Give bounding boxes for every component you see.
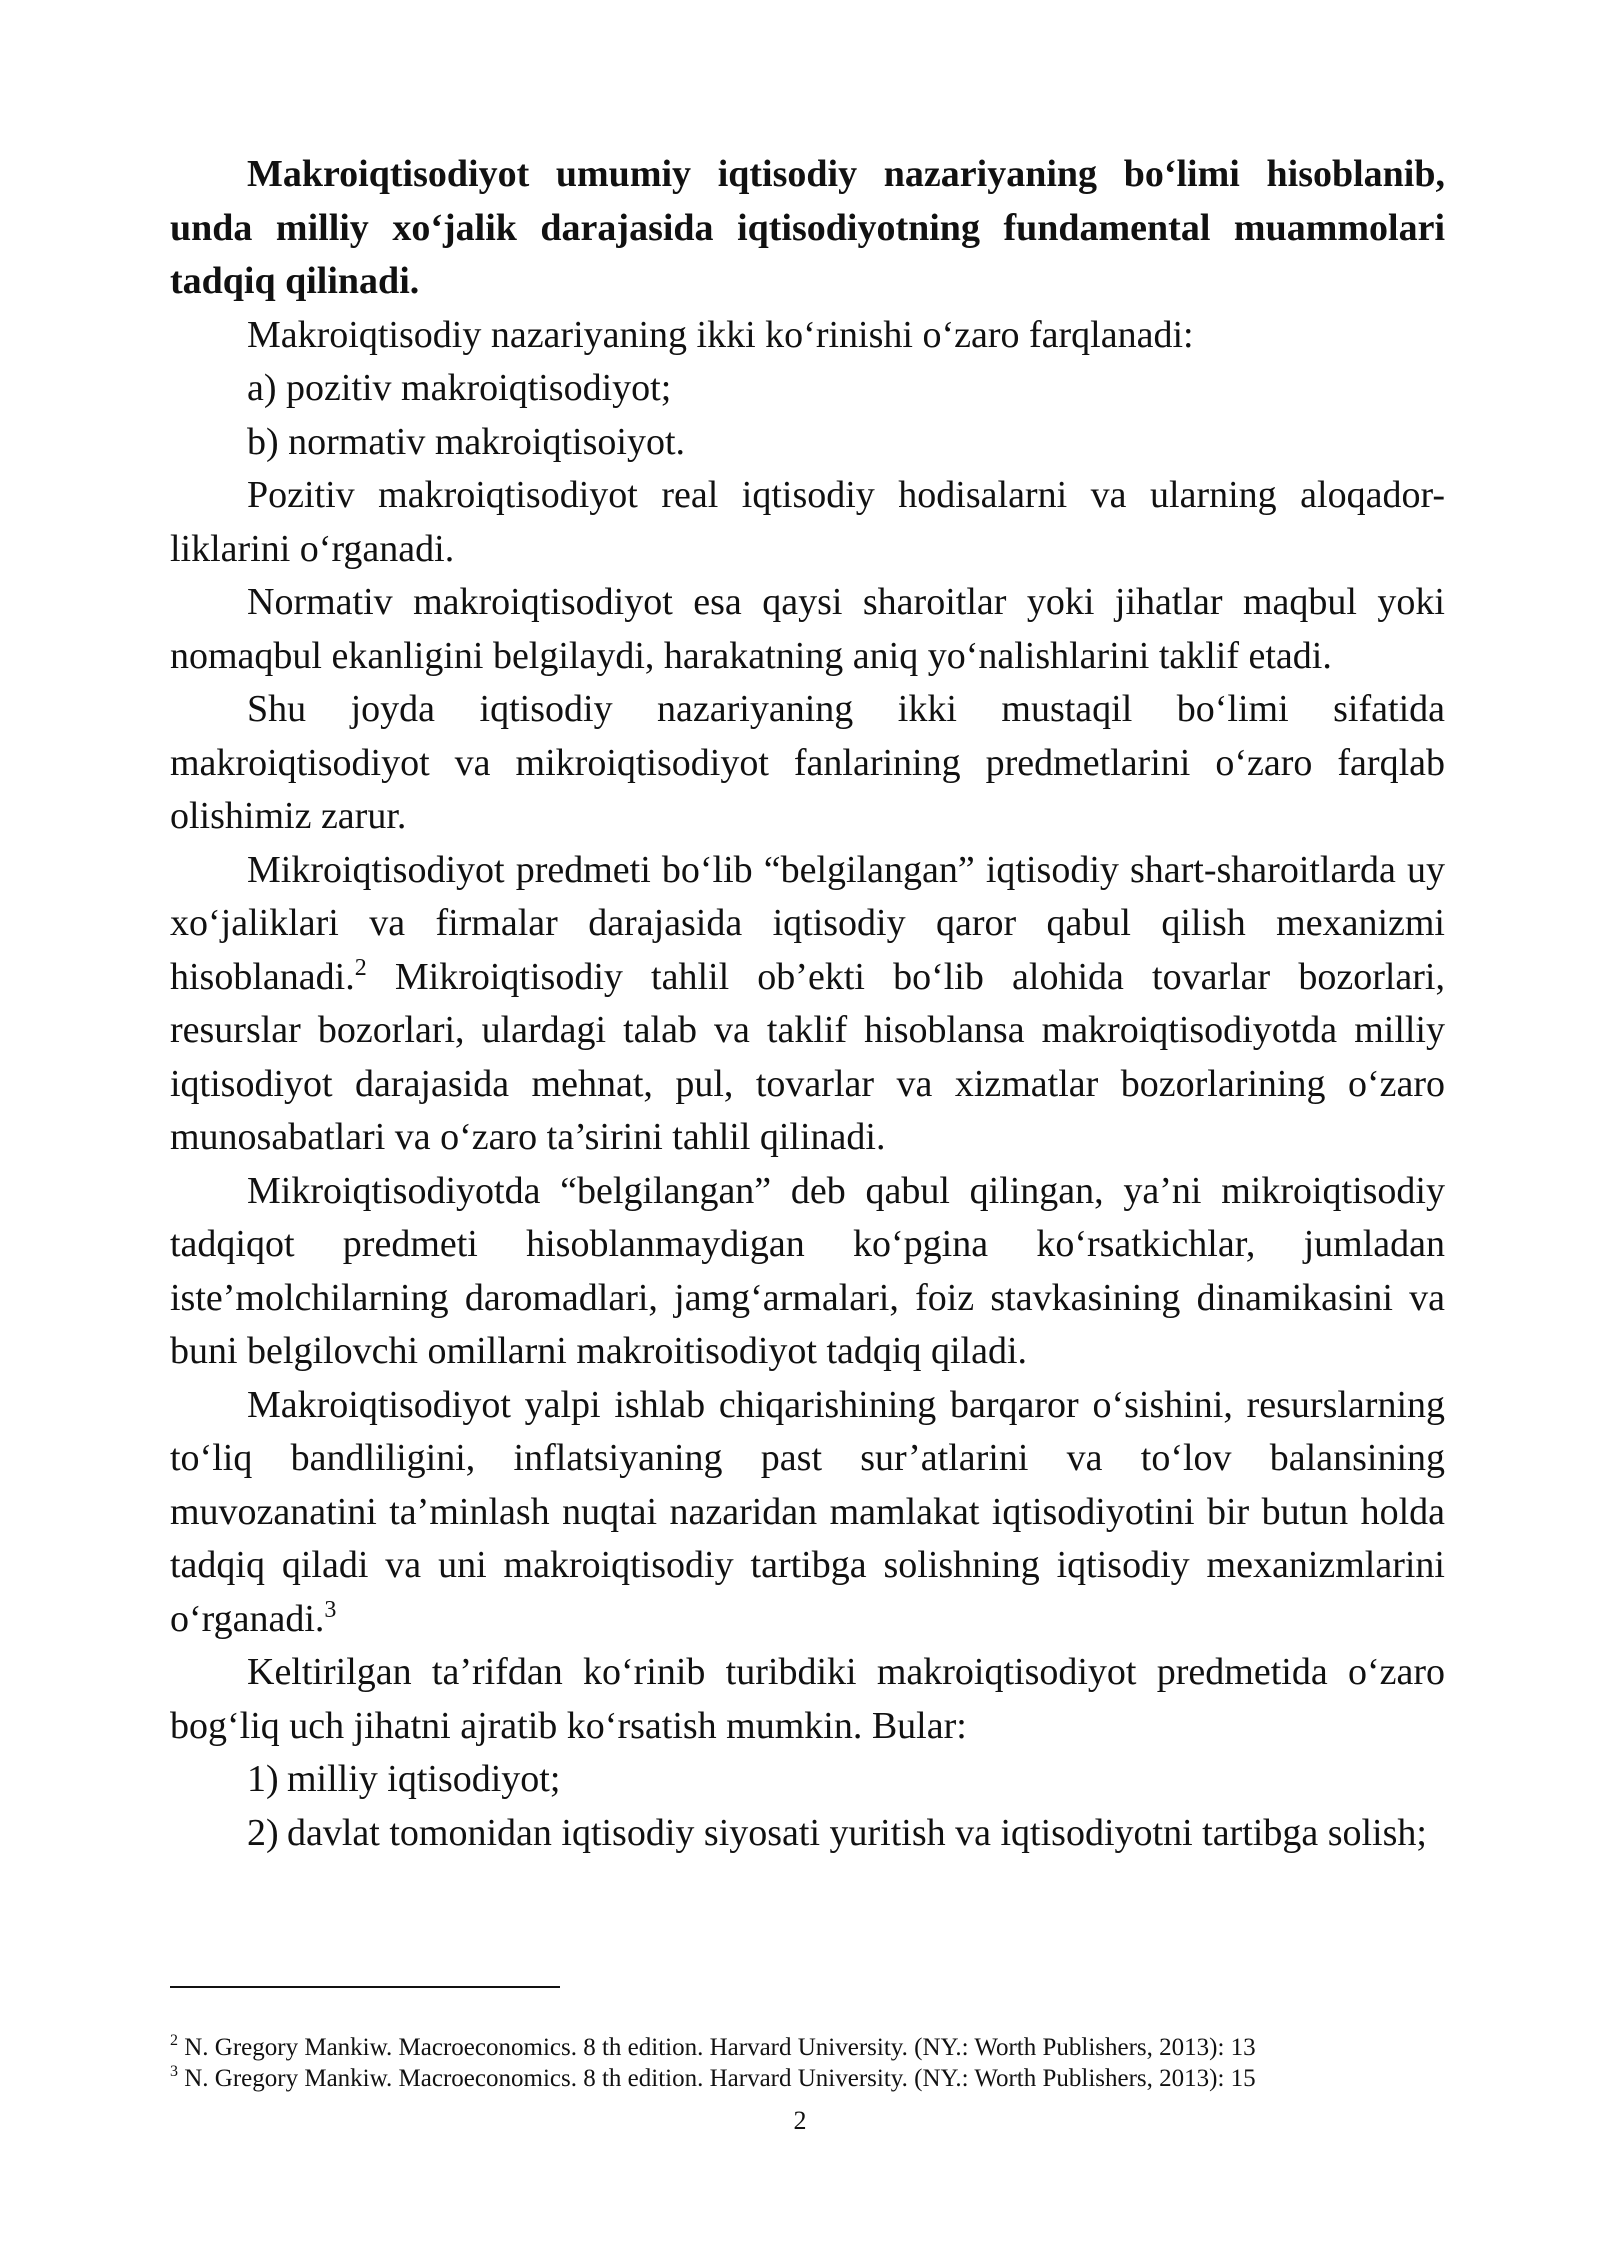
paragraph-micro-subject [170,844,1445,1165]
footnotes [170,2032,1445,2094]
paragraph-micro-subject-continued: Mikroiqtisodiy tahlil ob’ekti bo‘lib alohida tovarlar bozorlari, resurslar bozorlari, ulardagi talab va taklif hisoblansa makroiqtisodiyotda milliy iqtisodiyot darajasida mehnat, pul, tovarlar va xizmatlar bozorlarining o‘zaro munosabatlari va o‘zaro ta’sirini tahlil qilinadi. [170,955,1445,1158]
paragraph-micro-subject-text: Mikroiqtisodiyot predmeti bo‘lib “belgilangan” iqtisodiy shart-sharoitlarda uy xo‘jaliklari va firmalar darajasida iqtisodiy qaror qabul qilish mexanizmi hisoblanadi. [170,848,1445,998]
paragraph-given-indicators: Mikroiqtisodiyotda “belgilangan” deb qabul qilingan, ya’ni mikroiqtisodiy tadqiqot predmeti hisoblanmaydigan ko‘pgina ko‘rsatkichlar, jumladan iste’molchilarning daromadlari, jamg‘armalari, foiz stavkasining dinamikasini va buni belgilovchi omillarni makroitisodiyot tadqiq qiladi. [170,1169,1445,1372]
footnote-3 [170,2063,1445,2094]
numbered-item-1-number: 1) [247,1758,279,1800]
numbered-item-1 [170,1753,1445,1807]
numbered-item-2-number: 2) [247,1811,279,1854]
numbered-item-2 [170,1807,1445,1861]
footnote-2-text: N. Gregory Mankiw. Macroeconomics. 8 th edition. Harvard University. (NY.: Worth Publishers, 2013): 13 [178,2034,1256,2061]
paragraph-subjects-distinction: Shu joyda iqtisodiy nazariyaning ikki mustaqil bo‘limi sifatida makroiqtisodiyot va mikroiqtisodiyot fanlarining predmetlarini o‘zaro farqlab olishimiz zarur. [170,688,1445,837]
footnote-3-text: N. Gregory Mankiw. Macroeconomics. 8 th edition. Harvard University. (NY.: Worth Publishers, 2013): 15 [178,2065,1256,2092]
footnote-2 [170,2032,1445,2063]
document-body [170,148,1445,1860]
footnote-ref-3[interactable]: 3 [324,1596,337,1623]
list-item-normative: b) normativ makroiqtisoiyot. [247,420,686,463]
paragraph-normative-macro: Normativ makroiqtisodiyot esa qaysi sharoitlar yoki jihatlar maqbul yoki nomaqbul ekanligini belgilaydi, harakatning aniq yo‘nalishlarini taklif etadi. [170,581,1445,677]
footnote-3-mark: 3 [170,2063,178,2080]
numbered-item-2-text: davlat tomonidan iqtisodiy siyosati yuritish va iqtisodiyotni tartibga solish; [287,1811,1427,1854]
footnote-2-mark: 2 [170,2032,178,2049]
paragraph-macro-scope-text: Makroiqtisodiyot yalpi ishlab chiqarishining barqaror o‘sishini, resurslarning to‘liq bandliligini, inflatsiyaning past sur’atlarini va to‘lov balansining muvozanatini ta’minlash nuqtai nazaridan mamlakat iqtisodiyotini bir butun holda tadqiq qiladi va uni makroiqtisodiy tartibga solishning iqtisodiy mexanizmlarini o‘rganadi. [170,1383,1445,1640]
paragraph-macro-scope [170,1379,1445,1647]
lead-paragraph: Makroiqtisodiyot umumiy iqtisodiy nazariyaning bo‘limi hisoblanib, unda milliy xo‘jalik darajasida iqtisodiyotning fundamental muammolari tadqiq qilinadi. [170,153,1445,302]
footnote-ref-2[interactable]: 2 [354,954,367,981]
paragraph-three-aspects: Keltirilgan ta’rifdan ko‘rinib turibdiki makroiqtisodiyot predmetida o‘zaro bog‘liq uch jihatni ajratib ko‘rsatish mumkin. Bular: [170,1651,1445,1747]
paragraph-two-forms: Makroiqtisodiy nazariyaning ikki ko‘rinishi o‘zaro farqlanadi: [247,313,1194,356]
footnote-separator [170,1986,560,1988]
paragraph-positive-macro: Pozitiv makroiqtisodiyot real iqtisodiy hodisalarni va ularning aloqador-liklarini o‘rganadi. [170,474,1445,570]
page-number: 2 [793,2106,807,2135]
numbered-item-1-text: milliy iqtisodiyot; [287,1758,561,1800]
list-item-positive: a) pozitiv makroiqtisodiyot; [247,367,672,409]
